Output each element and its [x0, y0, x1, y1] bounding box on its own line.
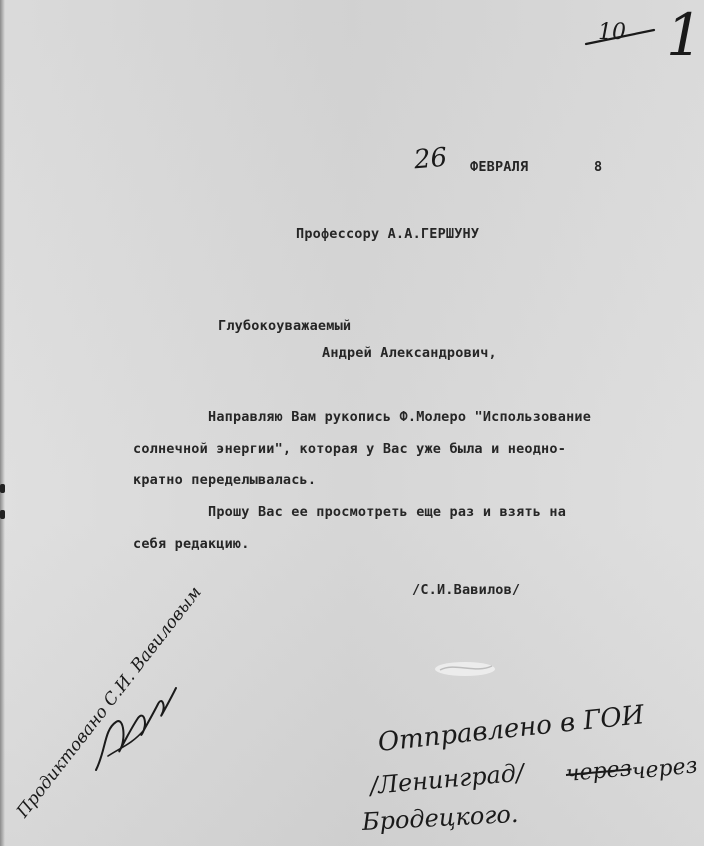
body-line-1: Направляю Вам рукопись Ф.Молеро "Использование [208, 409, 592, 425]
margin-handwritten-signature [86, 660, 186, 780]
bottom-note-line-3: Бродецкого. [361, 799, 520, 836]
archive-page-number: 1 [666, 1, 703, 69]
margin-note-line-1: Продиктовано С.И. Вавиловым [12, 582, 206, 822]
typed-signature: /С.И.Вавилов/ [412, 582, 521, 598]
date-year-fragment: 8 [594, 159, 603, 175]
crossed-number-strike [584, 20, 660, 50]
scan-left-edge [0, 0, 5, 846]
paper-smudge [430, 658, 500, 680]
scan-edge-mark [0, 484, 5, 493]
body-line-2: солнечной энергии", которая у Вас уже была и неодно- [133, 441, 567, 457]
date-day-handwritten: 26 [412, 142, 449, 176]
salutation-line-1: Глубокоуважаемый [218, 318, 352, 334]
archive-crossed-number: 10 [598, 20, 626, 45]
date-month: ФЕВРАЛЯ [470, 159, 529, 175]
scan-edge-mark [0, 510, 5, 519]
body-line-5: себя редакцию. [133, 536, 250, 552]
body-line-4: Прошу Вас ее просмотреть еще раз и взять на [208, 504, 567, 520]
bottom-note-line-2-end: через [630, 753, 699, 785]
addressee: Профессору А.А.ГЕРШУНУ [296, 226, 480, 242]
bottom-note-struck-word: через [564, 756, 633, 787]
salutation-line-2: Андрей Александрович, [322, 345, 497, 361]
body-line-3: кратно переделывалась. [133, 472, 317, 488]
bottom-note-line-1: Отправлено в ГОИ [376, 700, 646, 758]
bottom-note-line-2-prefix: /Ленинград/ [368, 758, 526, 800]
